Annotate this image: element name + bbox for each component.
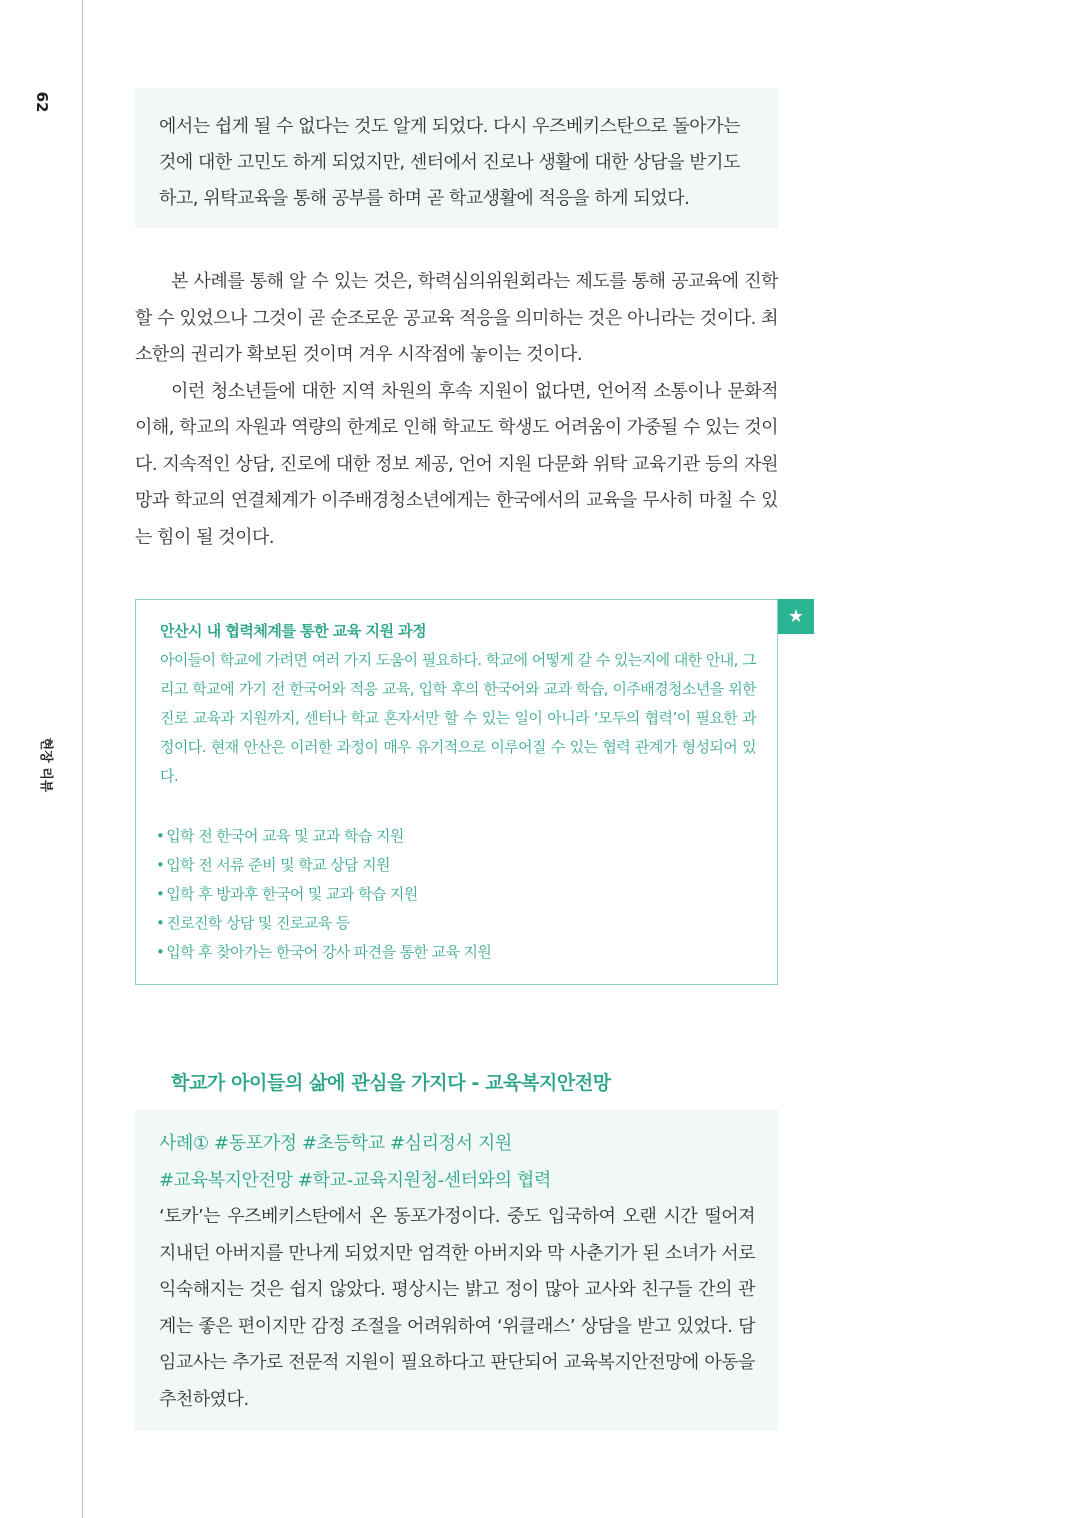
quote-box	[135, 88, 778, 228]
body-text	[135, 264, 778, 556]
section-label: 현장 리뷰	[38, 737, 53, 793]
list-item: • 입학 후 방과후 한국어 및 교과 학습 지원	[156, 880, 491, 909]
list-item: • 진로진학 상담 및 진로교육 등	[156, 909, 491, 938]
body-paragraph-1: 본 사례를 통해 알 수 있는 것은, 학력심의위원회라는 제도를 통해 공교육에 진학할 수 있었으나 그것이 곧 순조로운 공교육 적응을 의미하는 것은 아니라는 것이다. 최소한의 권리가 확보된 것이며 겨우 시작점에 놓이는 것이다.	[135, 271, 778, 365]
info-box-body: 아이들이 학교에 가려면 여러 가지 도움이 필요하다. 학교에 어떻게 갈 수 있는지에 대한 안내, 그리고 학교에 가기 전 한국어와 적응 교육, 입학 후의 한국어와 교과 학습, 이주배경청소년을 위한 진로 교육과 지원까지, 센터나 학교 혼자서만 할 수 있는 일이 아니라 ‘모두의 협력’이 필요한 과정이다. 현재 안산은 이러한 과정이 매우 유기적으로 이루어질 수 있는 협력 관계가 형성되어 있다.	[160, 651, 756, 785]
list-item: • 입학 전 서류 준비 및 학교 상담 지원	[156, 851, 491, 880]
star-icon: ★	[778, 599, 814, 634]
case-tags	[159, 1125, 551, 1199]
case-tags-line-1: 사례① #동포가정 #초등학교 #심리정서 지원	[159, 1133, 512, 1154]
body-paragraph-2: 이런 청소년들에 대한 지역 차원의 후속 지원이 없다면, 언어적 소통이나 문화적 이해, 학교의 자원과 역량의 한계로 인해 학교도 학생도 어려움이 가중될 수 있는 것이다. 지속적인 상담, 진로에 대한 정보 제공, 언어 지원 다문화 위탁 교육기관 등의 자원망과 학교의 연결체계가 이주배경청소년에게는 한국에서의 교육을 무사히 마칠 수 있는 힘이 될 것이다.	[135, 380, 778, 548]
info-box	[135, 599, 778, 985]
list-item: • 입학 후 찾아가는 한국어 강사 파견을 통한 교육 지원	[156, 938, 491, 967]
case-box	[135, 1109, 778, 1431]
case-body: ‘토카’는 우즈베키스탄에서 온 동포가정이다. 중도 입국하여 오랜 시간 떨어져 지내던 아버지를 만나게 되었지만 엄격한 아버지와 막 사춘기가 된 소녀가 서로 익숙해지는 것은 쉽지 않았다. 평상시는 밝고 정이 많아 교사와 친구들 간의 관계는 좋은 편이지만 감정 조절을 어려워하여 ‘위클래스’ 상담을 받고 있었다. 담임교사는 추가로 전문적 지원이 필요하다고 판단되어 교육복지안전망에 아동을 추천하였다.	[159, 1206, 755, 1410]
info-box-title: 안산시 내 협력체계를 통한 교육 지원 과정	[160, 622, 427, 640]
quote-text: 에서는 쉽게 될 수 없다는 것도 알게 되었다. 다시 우즈베키스탄으로 돌아가는 것에 대한 고민도 하게 되었지만, 센터에서 진로나 생활에 대한 상담을 받기도 하고, 위탁교육을 통해 공부를 하며 곧 학교생활에 적응을 하게 되었다.	[159, 116, 740, 209]
margin-rule	[82, 0, 83, 1518]
section-heading: 학교가 아이들의 삶에 관심을 가지다 - 교육복지안전망	[171, 1072, 611, 1094]
info-box-list	[156, 822, 491, 967]
case-tags-line-2: #교육복지안전망 #학교-교육지원청-센터와의 협력	[159, 1170, 551, 1191]
page-number: 62	[33, 91, 51, 113]
list-item: • 입학 전 한국어 교육 및 교과 학습 지원	[156, 822, 491, 851]
